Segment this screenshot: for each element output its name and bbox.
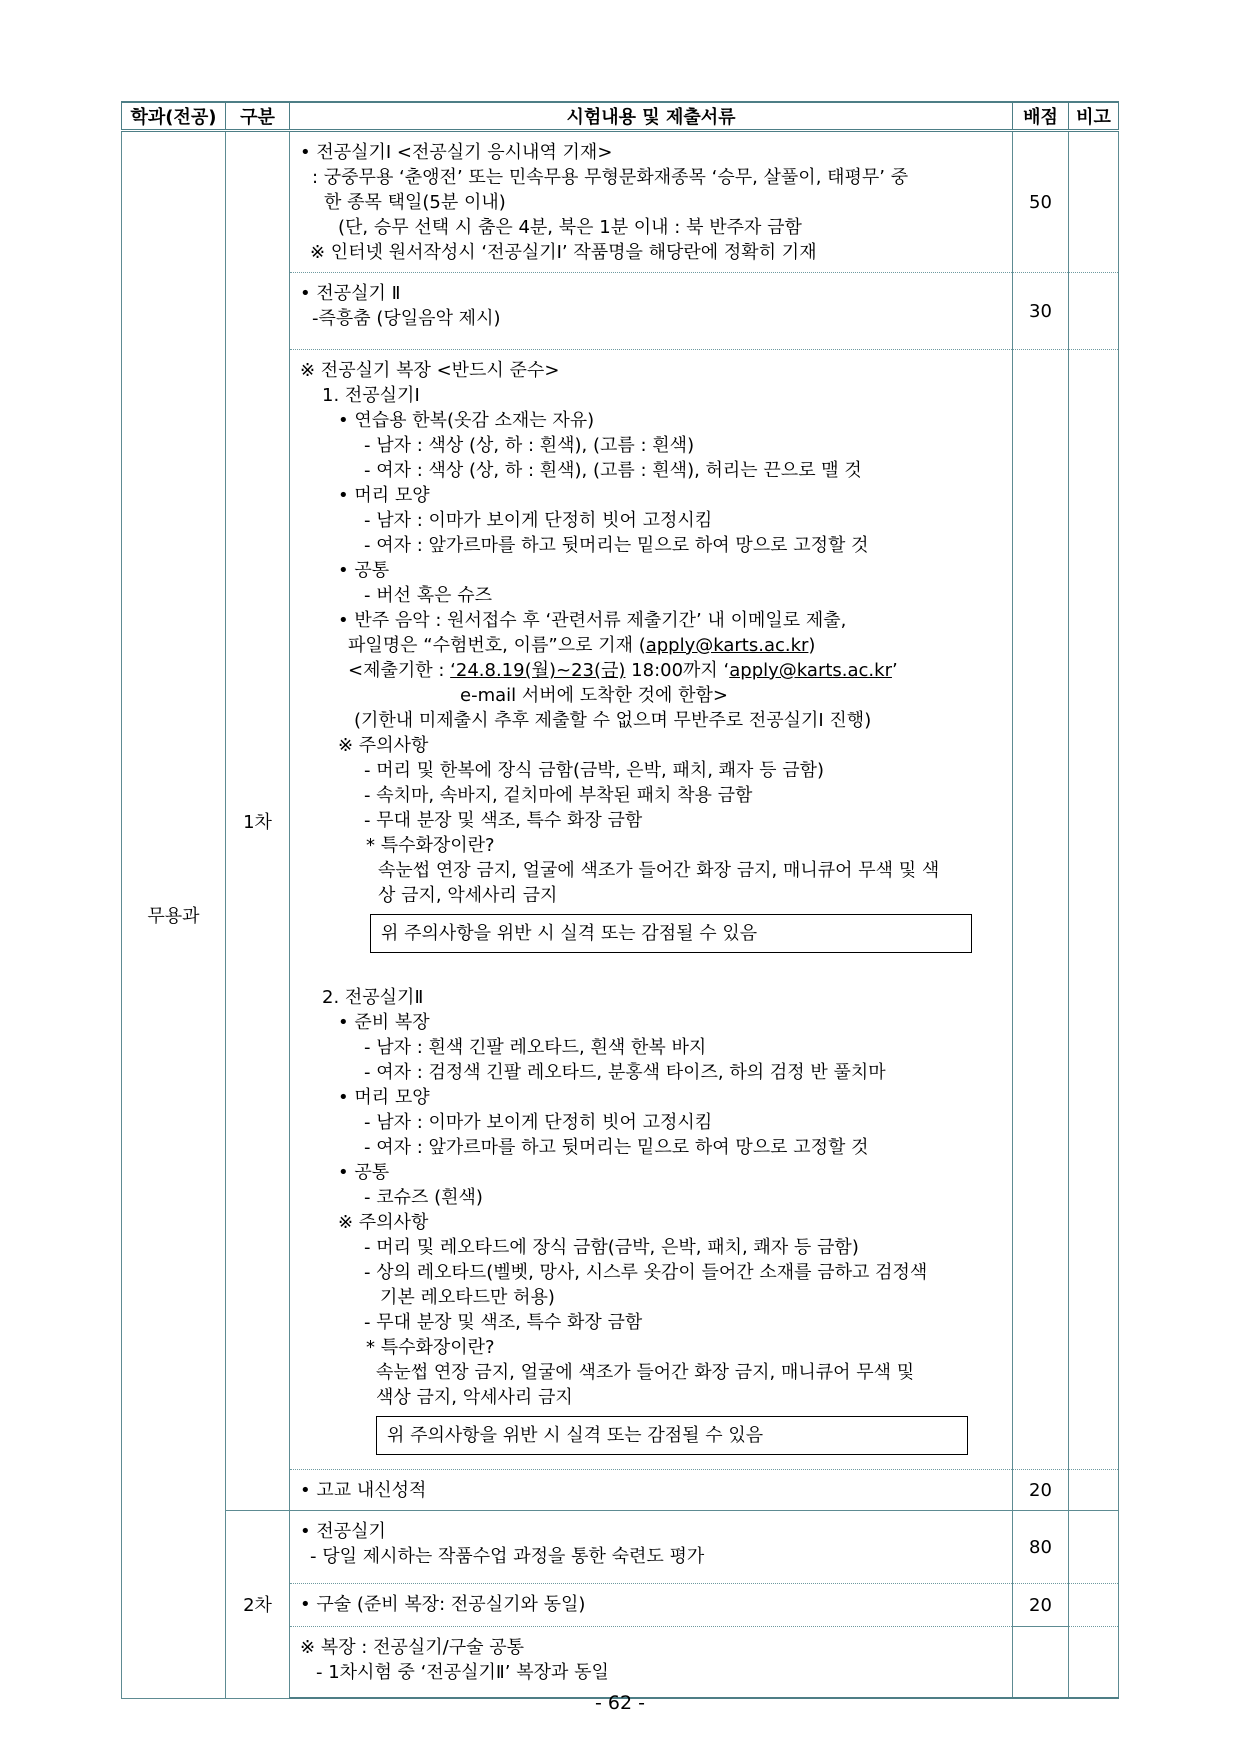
- text-line: ※ 인터넷 원서작성시 ‘전공실기Ⅰ’ 작품명을 해당란에 정확히 기재: [310, 242, 817, 263]
- text-line: -즉흥춤 (당일음악 제시): [312, 308, 501, 329]
- text-line: • 반주 음악 : 원서접수 후 ‘관련서류 제출기간’ 내 이메일로 제출,: [338, 610, 847, 631]
- note-cell: [1069, 1511, 1119, 1584]
- text-line: 색상 금지, 악세사리 금지: [376, 1387, 573, 1408]
- text-line: ※ 주의사항: [338, 735, 429, 756]
- email-link[interactable]: apply@karts.ac.kr: [645, 635, 809, 656]
- text-line: - 여자 : 색상 (상, 하 : 흰색), (고름 : 흰색), 허리는 끈으로 맬 것: [364, 460, 862, 481]
- item-major-practice-1: [290, 131, 1013, 273]
- text-line: • 구술 (준비 복장: 전공실기와 동일): [300, 1594, 586, 1615]
- text-line: - 머리 및 레오타드에 장식 금함(금박, 은박, 패치, 쾌자 등 금함): [364, 1237, 859, 1258]
- text-line: - 남자 : 색상 (상, 하 : 흰색), (고름 : 흰색): [364, 435, 695, 456]
- text-line: 기본 레오타드만 허용): [380, 1287, 555, 1308]
- table-row: [122, 131, 1119, 273]
- text-line: - 무대 분장 및 색조, 특수 화장 금함: [364, 1312, 643, 1333]
- table-row: [122, 1511, 1119, 1584]
- header-row: [122, 102, 1119, 131]
- score-cell: [1013, 1627, 1069, 1699]
- text-line: - 상의 레오타드(벨벳, 망사, 시스루 옷감이 들어간 소재를 금하고 검정색: [364, 1262, 928, 1283]
- deadline-date: ‘24.8.19(월)~23(금): [450, 660, 626, 681]
- text-line: • 공통: [338, 560, 390, 581]
- stage-second-cell: 2차: [226, 1511, 290, 1699]
- text-line: 속눈썹 연장 금지, 얼굴에 색조가 들어간 화장 금지, 매니큐어 무색 및 색: [378, 860, 940, 881]
- text-line: • 고교 내신성적: [300, 1480, 427, 1501]
- text-line: • 전공실기Ⅰ <전공실기 응시내역 기재>: [300, 142, 613, 163]
- score-cell: 50: [1013, 131, 1069, 273]
- page-number: - 62 -: [595, 1692, 645, 1714]
- text-line: - 여자 : 앞가르마를 하고 뒷머리는 밑으로 하여 망으로 고정할 것: [364, 535, 869, 556]
- text-line: - 무대 분장 및 색조, 특수 화장 금함: [364, 810, 643, 831]
- text-line: - 남자 : 이마가 보이게 단정히 빗어 고정시킴: [364, 1112, 713, 1133]
- file-name-line: 파일명은 “수험번호, 이름”으로 기재 (apply@karts.ac.kr): [348, 635, 816, 656]
- score-cell: 20: [1013, 1470, 1069, 1511]
- text-line: - 머리 및 한복에 장식 금함(금박, 은박, 패치, 쾌자 등 금함): [364, 760, 825, 781]
- item-school-grades: [290, 1470, 1013, 1511]
- item-costume-common: [290, 1627, 1013, 1699]
- text-line: • 연습용 한복(옷감 소재는 자유): [338, 410, 595, 431]
- note-cell: [1069, 1627, 1119, 1699]
- item-oral-exam: [290, 1584, 1013, 1627]
- note-cell: [1069, 273, 1119, 350]
- note-cell: [1069, 1584, 1119, 1627]
- deadline-line: <제출기한 : ‘24.8.19(월)~23(금) 18:00까지 ‘apply@karts.ac.kr’: [348, 660, 898, 681]
- text-line: ※ 전공실기 복장 <반드시 준수>: [300, 360, 560, 381]
- text-line: (기한내 미제출시 추후 제출할 수 없으며 무반주로 전공실기Ⅰ 진행): [354, 710, 872, 731]
- text-line: * 특수화장이란?: [366, 1337, 495, 1358]
- header-content: 시험내용 및 제출서류: [290, 102, 1013, 131]
- header-dept: 학과(전공): [122, 102, 226, 131]
- text-line: - 속치마, 속바지, 겉치마에 부착된 패치 착용 금함: [364, 785, 753, 806]
- item-major-practice-2: [290, 273, 1013, 350]
- text-line: • 준비 복장: [338, 1012, 430, 1033]
- score-cell: 30: [1013, 273, 1069, 350]
- header-score: 배점: [1013, 102, 1069, 131]
- score-cell: 80: [1013, 1511, 1069, 1584]
- text-line: - 여자 : 앞가르마를 하고 뒷머리는 밑으로 하여 망으로 고정할 것: [364, 1137, 869, 1158]
- text-line: * 특수화장이란?: [366, 835, 495, 856]
- header-stage: 구분: [226, 102, 290, 131]
- note-cell: [1069, 1470, 1119, 1511]
- text-line: : 궁중무용 ‘춘앵전’ 또는 민속무용 무형문화재종목 ‘승무, 살풀이, 태평무’ 중: [312, 167, 909, 188]
- note-cell: [1069, 350, 1119, 1470]
- text-line: 속눈썹 연장 금지, 얼굴에 색조가 들어간 화장 금지, 매니큐어 무색 및: [376, 1362, 915, 1383]
- text-line: 상 금지, 악세사리 금지: [378, 885, 558, 906]
- warning-box: 위 주의사항을 위반 시 실격 또는 감점될 수 있음: [370, 914, 972, 953]
- item-costume-rules: [290, 350, 1013, 1470]
- text-line: - 버선 혹은 슈즈: [364, 585, 492, 606]
- text-line: e-mail 서버에 도착한 것에 한함>: [460, 685, 728, 706]
- text-line: 한 종목 택일(5분 이내): [324, 192, 506, 213]
- text-line: • 공통: [338, 1162, 390, 1183]
- text-line: • 머리 모양: [338, 485, 430, 506]
- text-line: (단, 승무 선택 시 춤은 4분, 북은 1분 이내 : 북 반주자 금함: [338, 217, 802, 238]
- email-link[interactable]: apply@karts.ac.kr: [729, 660, 892, 681]
- text-line: • 머리 모양: [338, 1087, 430, 1108]
- text-line: ※ 주의사항: [338, 1212, 429, 1233]
- text-line: - 당일 제시하는 작품수업 과정을 통한 숙련도 평가: [310, 1546, 705, 1567]
- header-note: 비고: [1069, 102, 1119, 131]
- text-line: - 남자 : 흰색 긴팔 레오타드, 흰색 한복 바지: [364, 1037, 707, 1058]
- note-cell: [1069, 131, 1119, 273]
- stage-first-cell: 1차: [226, 131, 290, 1511]
- score-cell: 20: [1013, 1584, 1069, 1627]
- text-line: - 1차시험 중 ‘전공실기Ⅱ’ 복장과 동일: [316, 1662, 609, 1683]
- text-line: - 남자 : 이마가 보이게 단정히 빗어 고정시킴: [364, 510, 713, 531]
- dept-cell: 무용과: [122, 131, 226, 1699]
- text-line: 2. 전공실기Ⅱ: [322, 987, 424, 1008]
- text-line: 1. 전공실기Ⅰ: [322, 385, 420, 406]
- text-line: ※ 복장 : 전공실기/구술 공통: [300, 1637, 524, 1658]
- warning-box: 위 주의사항을 위반 시 실격 또는 감점될 수 있음: [376, 1416, 968, 1455]
- text-line: - 여자 : 검정색 긴팔 레오타드, 분홍색 타이즈, 하의 검정 반 풀치마: [364, 1062, 886, 1083]
- text-line: • 전공실기 Ⅱ: [300, 283, 401, 304]
- item-major-practice: [290, 1511, 1013, 1584]
- score-cell: [1013, 350, 1069, 1470]
- text-line: - 코슈즈 (흰색): [364, 1187, 483, 1208]
- exam-table: [121, 101, 1119, 1699]
- text-line: • 전공실기: [300, 1521, 386, 1542]
